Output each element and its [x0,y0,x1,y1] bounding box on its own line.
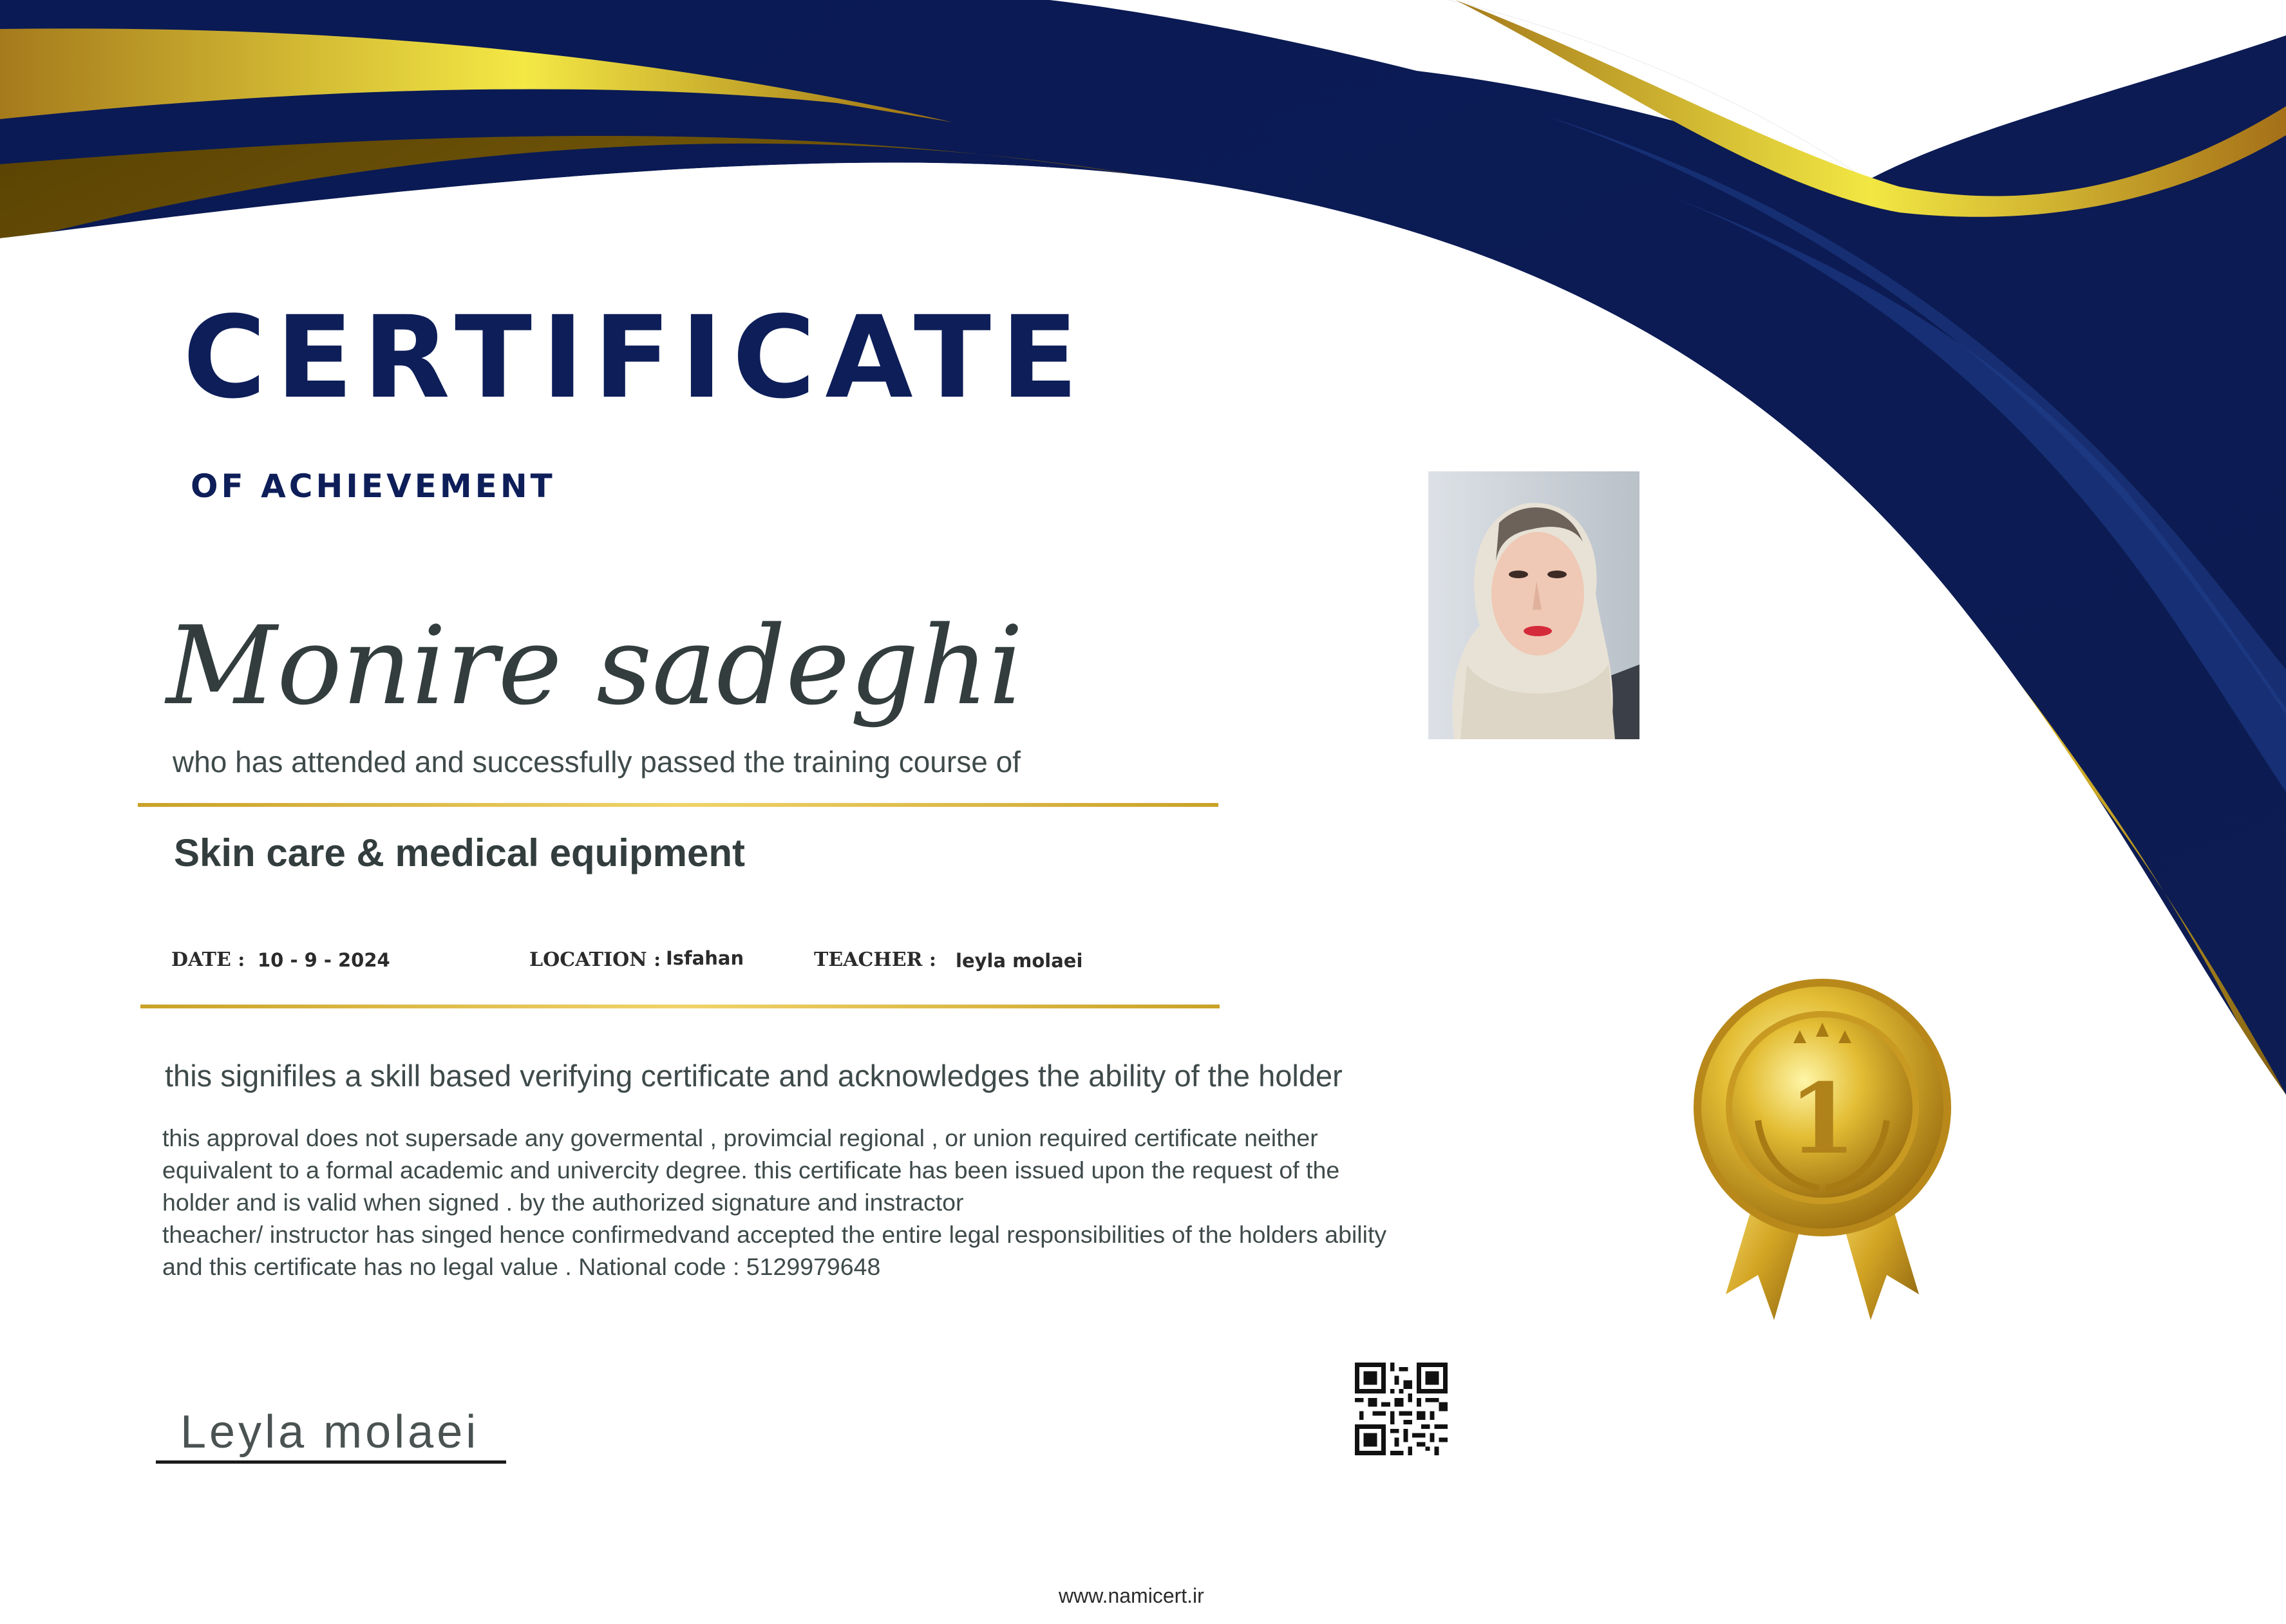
divider-bottom [140,1005,1220,1008]
qr-code-icon [1355,1363,1448,1455]
location-label: LOCATION : [529,949,661,971]
teacher-value: leyla molaei [956,950,1083,972]
recipient-name: Monire sadeghi [166,603,1024,729]
disclaimer-line: and this certificate has no legal value . National code : 5129979648 [162,1253,881,1280]
signature-name: Leyla molaei [180,1406,480,1458]
location-value: Isfahan [666,947,744,969]
signifies-text: this signifiles a skill based verifying certificate and acknowledges the ability of the holder [165,1059,1343,1093]
disclaimer-line: equivalent to a formal academic and univercity degree. this certificate has been issued upon the request of the [162,1157,1340,1184]
course-name: Skin care & medical equipment [174,831,745,874]
teacher-label: TEACHER : [814,949,937,971]
certificate-subtitle: OF ACHIEVEMENT [191,467,556,505]
disclaimer-text [162,1122,1386,1283]
medal-number: 1 [1788,1062,1856,1176]
disclaimer-line: holder and is valid when signed . by the authorized signature and instractor [162,1189,964,1216]
signature-line [156,1460,506,1464]
attended-text: who has attended and successfully passed the training course of [173,745,1021,779]
date-label: DATE : [171,949,245,971]
disclaimer-line: this approval does not supersade any govermental , provimcial regional , or union required certificate neither [162,1124,1318,1151]
disclaimer-line: theacher/ instructor has singed hence confirmedvand accepted the entire legal responsibilities of the holders ability [162,1221,1387,1248]
divider-top [138,803,1218,807]
certificate-title: CERTIFICATE [183,292,1088,424]
website-url: www.namicert.ir [1059,1584,1204,1607]
date-value: 10 - 9 - 2024 [258,949,390,971]
gold-medal-icon [1687,972,1958,1333]
holder-photo [1428,471,1639,739]
